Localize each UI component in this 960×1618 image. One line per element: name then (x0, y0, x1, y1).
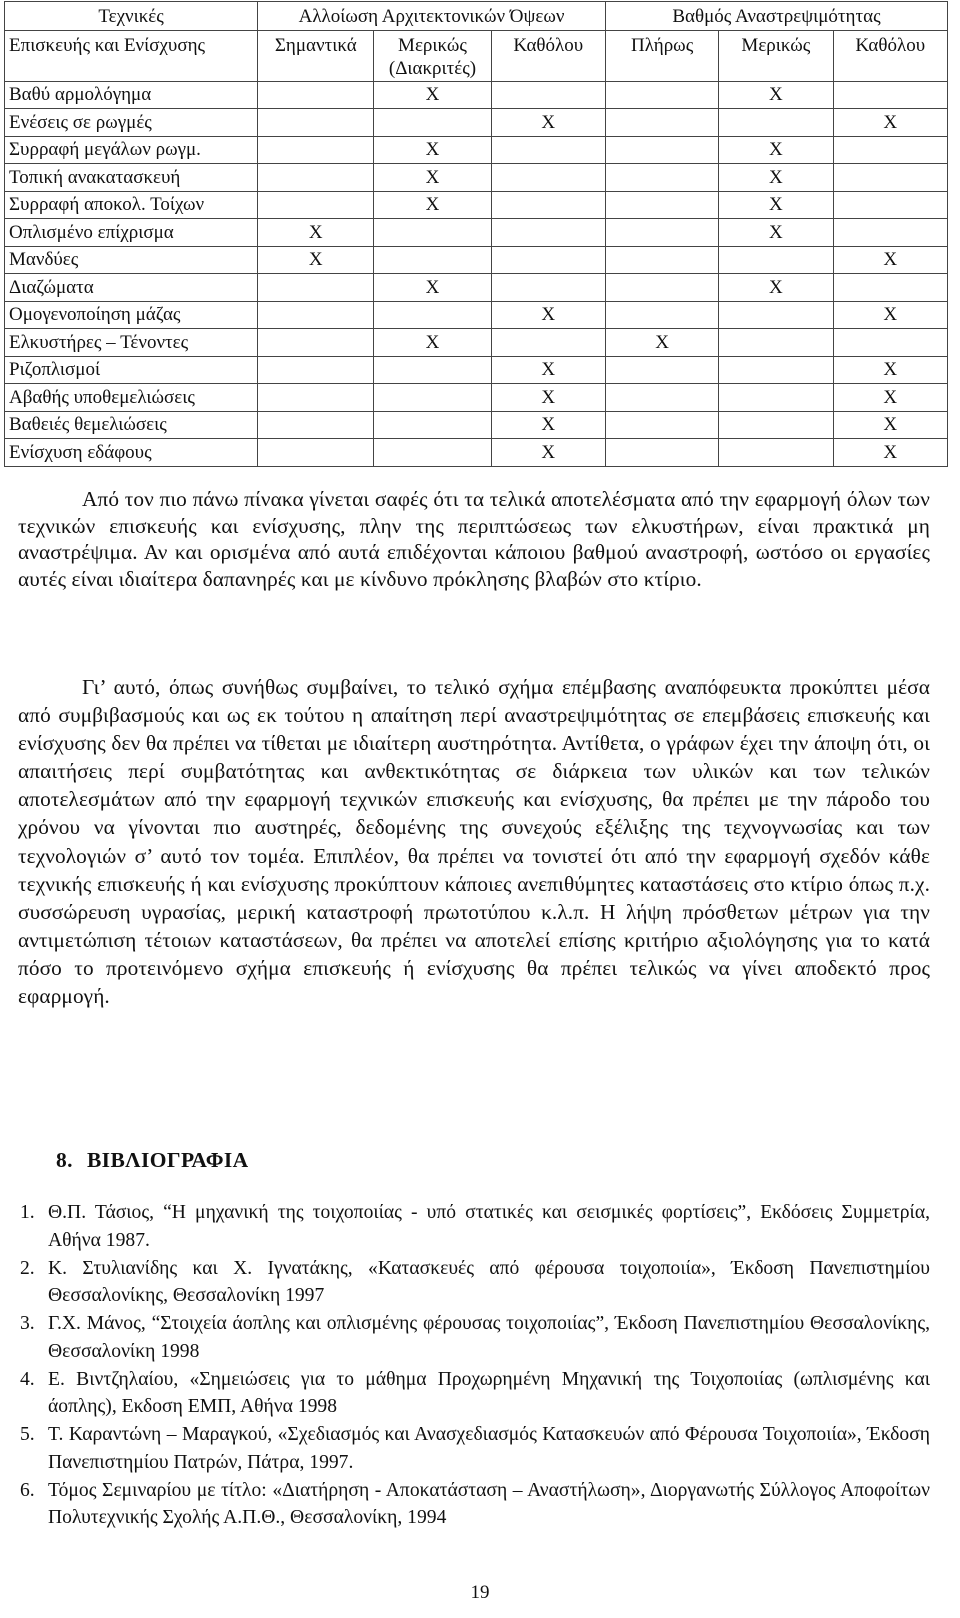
table-cell: X (833, 384, 947, 412)
reference-number: 1. (20, 1202, 35, 1223)
technique-name: Βαθειές θεμελιώσεις (5, 411, 258, 439)
list-item (14, 1199, 930, 1254)
table-row (5, 384, 948, 412)
subheader-partially: Μερικώς (719, 31, 833, 82)
subheader-not-at-all: Καθόλου (833, 31, 947, 82)
table-cell (605, 301, 718, 329)
table-cell: X (374, 274, 491, 302)
reference-number: 2. (20, 1257, 35, 1279)
table-cell (258, 301, 374, 329)
table-cell (605, 439, 718, 467)
table-cell (258, 411, 374, 439)
table-cell: X (258, 219, 374, 247)
table-cell (605, 164, 718, 192)
reference-text: Τόμος Σεμιναρίου με τίτλο: «Διατήρηση - Αποκατάσταση – Αναστήλωση», Διοργανωτής Σύλλογος Αποφοίτων Πολυτεχνικής Σχολής Α.Π.Θ., Θεσσαλονίκη, 1994 (48, 1479, 930, 1528)
list-item (14, 1255, 930, 1310)
table-cell (258, 164, 374, 192)
table-cell (374, 301, 491, 329)
table-cell: X (719, 164, 833, 192)
table-cell: X (374, 136, 491, 164)
paragraph-conclusion: Από τον πιο πάνω πίνακα γίνεται σαφές ότι τα τελικά αποτελέσματα από την εφαρμογή όλων των τεχνικών επισκευής και ενίσχυσης, πλην της περιπτώσεως των ελκυστήρων, είναι πρακτικά μη αναστρέψιμα. Αν και ορισμένα από αυτά επιδέχονται κάποιου βαθμού αναστροφή, ωστόσο οι εργασίες αυτές είναι ιδιαίτερα δαπανηρές και με κίνδυνο πρόκλησης βλαβών στο κτίριο. (18, 487, 930, 591)
table-row (5, 246, 948, 274)
table-cell (374, 356, 491, 384)
table-cell (258, 439, 374, 467)
section-number: 8. (56, 1148, 73, 1172)
table-cell (374, 219, 491, 247)
table-row (5, 274, 948, 302)
table-cell: X (374, 191, 491, 219)
table-cell: X (374, 329, 491, 357)
table-cell (491, 164, 605, 192)
table-cell: X (491, 109, 605, 137)
table-cell (833, 329, 947, 357)
technique-name: Αβαθής υποθεμελιώσεις (5, 384, 258, 412)
table-cell (491, 246, 605, 274)
technique-name: Οπλισμένο επίχρισμα (5, 219, 258, 247)
table-cell (719, 356, 833, 384)
reference-number: 6. (20, 1479, 35, 1501)
technique-name: Συρραφή αποκολ. Τοίχων (5, 191, 258, 219)
subheader-significant: Σημαντικά (258, 31, 374, 82)
table-cell (374, 384, 491, 412)
table-cell (833, 81, 947, 109)
table-cell (605, 246, 718, 274)
section-title: ΒΙΒΛΙΟΓΡΑΦΙΑ (86, 1148, 249, 1172)
technique-name: Τοπική ανακατασκευή (5, 164, 258, 192)
table-row (5, 81, 948, 109)
paragraph-discussion: Γι’ αυτό, όπως συνήθως συμβαίνει, το τελικό σχήμα επέμβασης αναπόφευκτα προκύπτει μέσα από συμβιβασμούς και ως εκ τούτου η απαίτηση περί αναστρεψιμότητας σε επεμβάσεις επισκευής και ενίσχυσης δεν θα πρέπει να τίθεται με ιδιαίτερη αυστηρότητα. Αντίθετα, ο γράφων έχει την άποψη ότι, οι απαιτήσεις περί συμβατότητας και ανθεκτικότητας σε διάρκεια των υλικών και των τελικών αποτελεσμάτων από την εφαρμογή τεχνικών επισκευής και ενίσχυσης, θα πρέπει με την πάροδο του χρόνου να γίνονται πιο αυστηρές, δεδομένης της συνεχούς εξέλιξης της τεχνογνωσίας και των τεχνολογιών σ’ αυτό τον τομέα. Επιπλέον, θα πρέπει να τονιστεί ότι από την εφαρμογή σχεδόν κάθε τεχνικής επισκευής ή και ενίσχυσης προκύπτουν κάποιες ανεπιθύμητες καταστάσεις στο κτίριο όπως π.χ. συσσώρευση υγρασίας, μερική καταστροφή πρωτοτύπου κ.λ.π. Η λήψη πρόσθετων μέτρων για την αντιμετώπιση τέτοιων καταστάσεων, θα πρέπει να αποτελεί επίσης κριτήριο αξιολόγησης για το κατά πόσο το προτεινόμενο σχήμα επισκευής ή ενίσχυσης θα πρέπει τελικώς να γίνει αποδεκτό προς εφαρμογή. (18, 675, 930, 1009)
reference-text: Κ. Στυλιανίδης και Χ. Ιγνατάκης, «Κατασκευές από φέρουσα τοιχοποιία», Έκδοση Πανεπιστημίου Θεσσαλονίκης, Θεσσαλονίκη 1997 (48, 1257, 930, 1306)
table-cell (719, 109, 833, 137)
table-cell: X (258, 246, 374, 274)
table-cell (605, 191, 718, 219)
table-cell (833, 164, 947, 192)
reference-text: Τ. Καραντώνη – Μαραγκού, «Σχεδιασμός και Ανασχεδιασμός Κατασκευών από Φέρουσα Τοιχοποιία», Έκδοση Πανεπιστημίου Πατρών, Πάτρα, 1997. (48, 1424, 930, 1473)
bibliography-list (14, 1199, 930, 1532)
table-cell (833, 274, 947, 302)
table-cell (374, 411, 491, 439)
table-cell: X (833, 301, 947, 329)
technique-name: Ενίσχυση εδάφους (5, 439, 258, 467)
table-row (5, 219, 948, 247)
table-row (5, 136, 948, 164)
table-cell (719, 439, 833, 467)
list-item (14, 1477, 930, 1532)
table-cell: X (491, 411, 605, 439)
table-cell: X (491, 301, 605, 329)
table-cell (605, 109, 718, 137)
table-cell: X (374, 164, 491, 192)
reference-text: Γ.Χ. Μάνος, “Στοιχεία άοπλης και οπλισμένης φέρουσας τοιχοποιίας”, Έκδοση Πανεπιστημίου Θεσσαλονίκης, Θεσσαλονίκη 1998 (48, 1313, 930, 1362)
table-cell (833, 219, 947, 247)
table-cell: X (833, 246, 947, 274)
table-cell (258, 274, 374, 302)
subheader-none: Καθόλου (491, 31, 605, 82)
subheader-fully: Πλήρως (605, 31, 718, 82)
table-cell (605, 411, 718, 439)
table-header-row (5, 2, 948, 31)
technique-name: Ομογενοποίηση μάζας (5, 301, 258, 329)
table-cell (491, 191, 605, 219)
header-techniques-line1: Τεχνικές (5, 2, 258, 31)
table-cell (605, 136, 718, 164)
table-cell (719, 411, 833, 439)
list-item (14, 1366, 930, 1421)
reference-text: Ε. Βιντζηλαίου, «Σημειώσεις για το μάθημα Προχωρημένη Μηχανική της Τοιχοποιίας (ωπλισμένης και άοπλης), Εκδοση ΕΜΠ, Αθήνα 1998 (48, 1368, 930, 1417)
table-cell: X (833, 411, 947, 439)
table-cell (258, 191, 374, 219)
table-cell: X (605, 329, 718, 357)
table-cell (374, 109, 491, 137)
techniques-table (4, 1, 948, 467)
table-cell: X (833, 356, 947, 384)
header-techniques-line2: Επισκευής και Ενίσχυσης (5, 31, 258, 82)
table-cell (258, 384, 374, 412)
header-reversibility: Βαθμός Αναστρεψιμότητας (605, 2, 947, 31)
reference-number: 4. (20, 1368, 35, 1390)
technique-name: Διαζώματα (5, 274, 258, 302)
table-cell: X (719, 219, 833, 247)
table-cell (258, 81, 374, 109)
table-cell (491, 81, 605, 109)
table-subheader-row (5, 31, 948, 82)
table-row (5, 411, 948, 439)
table-row (5, 439, 948, 467)
table-cell (719, 301, 833, 329)
table-row (5, 109, 948, 137)
table-cell (719, 384, 833, 412)
table-cell: X (491, 384, 605, 412)
table-cell: X (719, 191, 833, 219)
technique-name: Ενέσεις σε ρωγμές (5, 109, 258, 137)
table-cell (719, 246, 833, 274)
reference-text: Θ.Π. Τάσιος, “Η μηχανική της τοιχοποιίας - υπό στατικές και σεισμικές φορτίσεις”, Εκδόσεις Συμμετρία, Αθήνα 1987. (48, 1202, 930, 1251)
technique-name: Μανδύες (5, 246, 258, 274)
reference-number: 5. (20, 1424, 35, 1445)
table-cell (491, 136, 605, 164)
technique-name: Ριζοπλισμοί (5, 356, 258, 384)
table-cell (258, 329, 374, 357)
subheader-partial-discrete: Μερικώς (Διακριτές) (374, 31, 491, 82)
table-cell (258, 356, 374, 384)
table-cell (833, 136, 947, 164)
table-cell (258, 136, 374, 164)
table-cell (491, 219, 605, 247)
table-cell: X (719, 81, 833, 109)
technique-name: Βαθύ αρμολόγημα (5, 81, 258, 109)
table-cell: X (719, 274, 833, 302)
table-cell: X (491, 356, 605, 384)
table-cell (605, 81, 718, 109)
table-cell (374, 439, 491, 467)
table-cell: X (719, 136, 833, 164)
table-cell: X (833, 439, 947, 467)
technique-name: Συρραφή μεγάλων ρωγμ. (5, 136, 258, 164)
table-cell (605, 384, 718, 412)
table-cell (374, 246, 491, 274)
table-cell (719, 329, 833, 357)
table-row (5, 301, 948, 329)
table-cell (605, 219, 718, 247)
list-item (14, 1421, 930, 1476)
table-cell (491, 274, 605, 302)
table-cell (605, 274, 718, 302)
table-row (5, 191, 948, 219)
page-number: 19 (470, 1582, 490, 1603)
table-row (5, 329, 948, 357)
reference-number: 3. (20, 1313, 35, 1334)
header-architectural-alteration: Αλλοίωση Αρχιτεκτονικών Όψεων (258, 2, 606, 31)
table-cell: X (491, 439, 605, 467)
table-row (5, 356, 948, 384)
section-heading (56, 1148, 249, 1173)
table-cell (833, 191, 947, 219)
table-cell (258, 109, 374, 137)
table-cell (491, 329, 605, 357)
table-cell: X (374, 81, 491, 109)
technique-name: Ελκυστήρες – Τένοντες (5, 329, 258, 357)
list-item (14, 1310, 930, 1365)
table-row (5, 164, 948, 192)
table-cell: X (833, 109, 947, 137)
table-cell (605, 356, 718, 384)
